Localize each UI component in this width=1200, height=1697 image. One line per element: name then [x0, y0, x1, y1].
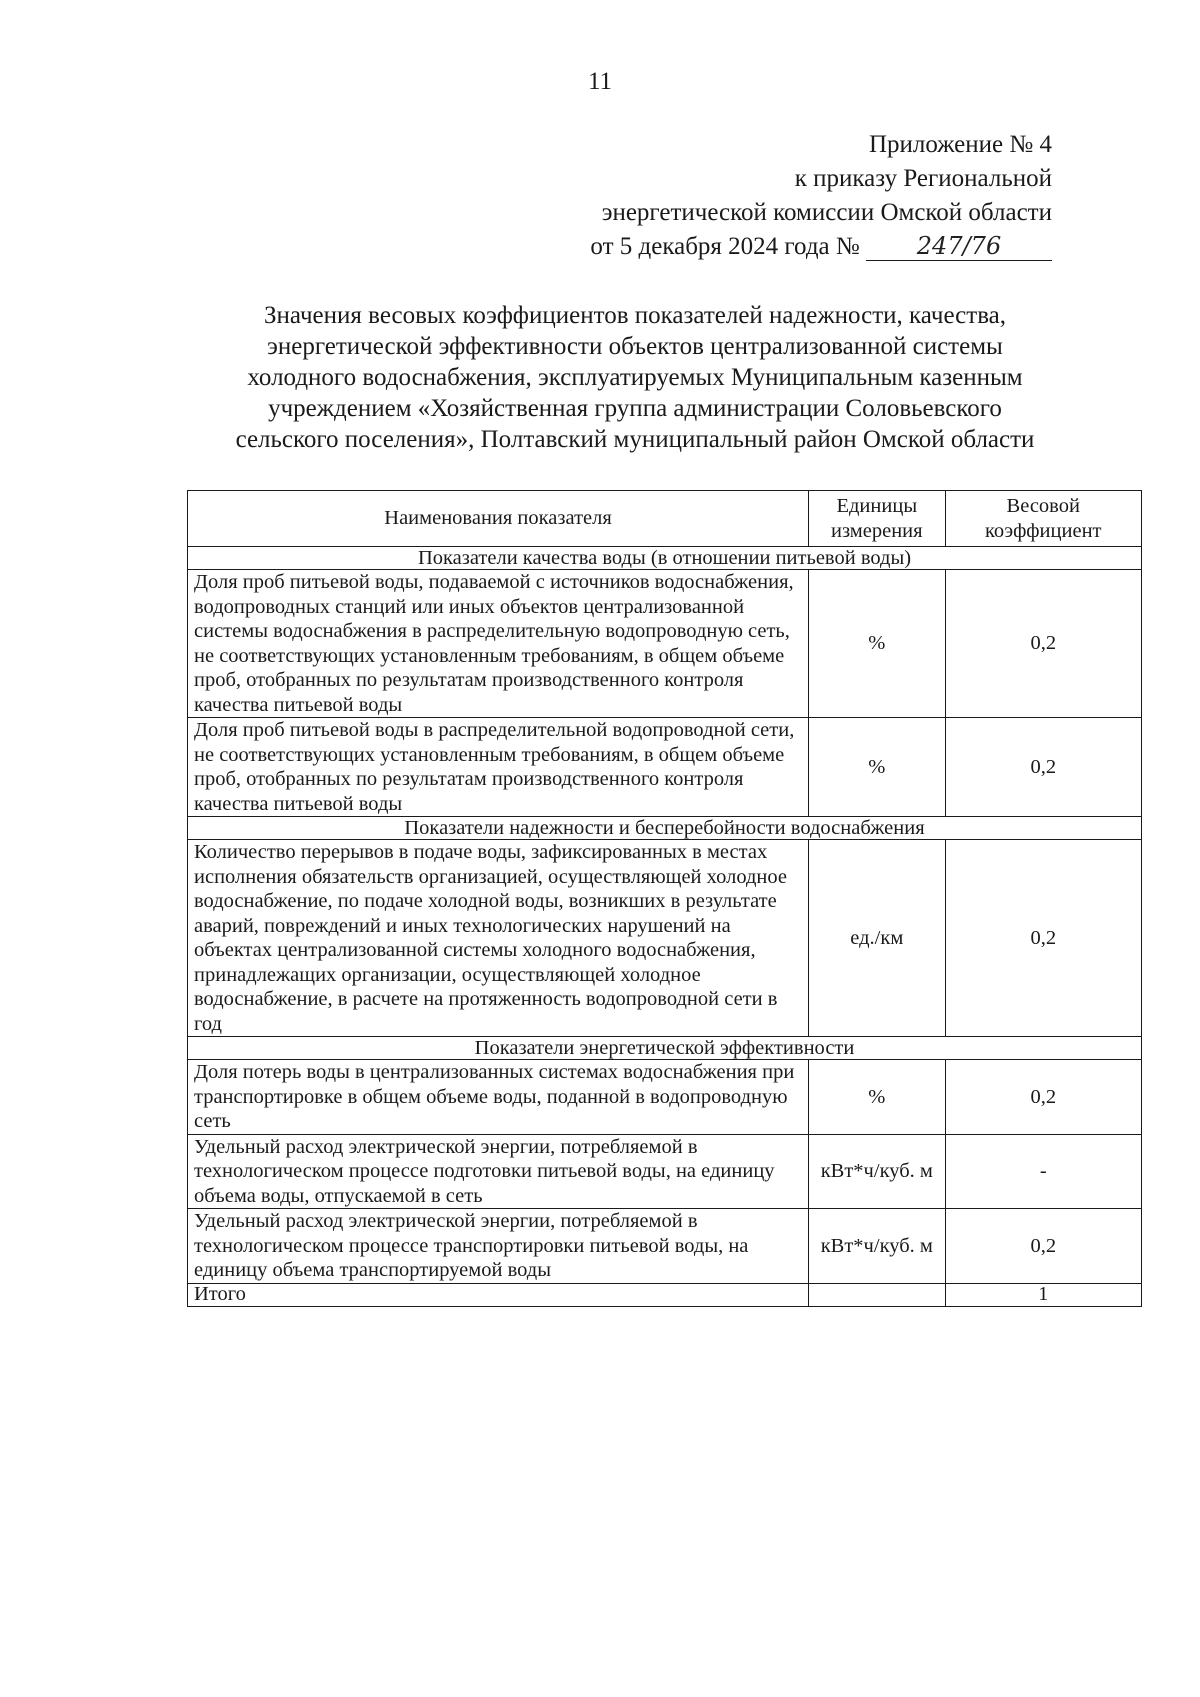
- appendix-title: Приложение № 4: [868, 131, 1052, 158]
- table-row: [188, 840, 1142, 1037]
- section-title: Показатели энергетической эффективности: [188, 1037, 1142, 1060]
- header-weight: Весовой коэффициент: [945, 491, 1141, 547]
- coefficients-table: [187, 490, 1142, 1307]
- indicator-name: Доля проб питьевой воды в распределительной водопроводной сети, не соответствующих установленным требованиям, в общем объеме проб, отобранных по результатам производственного контроля качества питьевой воды: [188, 718, 809, 817]
- appendix-commission: энергетической комиссии Омской области: [601, 199, 1052, 226]
- indicator-name: Доля потерь воды в централизованных системах водоснабжения при транспортировке в общем объеме воды, поданной в водопроводную сеть: [188, 1060, 809, 1135]
- title-line-4: учреждением «Хозяйственная группа администрации Соловьевского: [268, 395, 1002, 422]
- indicator-weight: 0,2: [945, 570, 1141, 718]
- indicator-weight: 0,2: [945, 718, 1141, 817]
- total-row: [188, 1283, 1142, 1306]
- appendix-block: [590, 128, 1052, 264]
- section-title: Показатели надежности и бесперебойности водоснабжения: [188, 817, 1142, 840]
- section-row-quality: [188, 547, 1142, 570]
- table-row: [188, 570, 1142, 718]
- indicator-unit: %: [809, 718, 945, 817]
- total-label: Итого: [188, 1283, 809, 1306]
- title-line-5: сельского поселения», Полтавский муниципальный район Омской области: [235, 426, 1035, 453]
- title-line-1: Значения весовых коэффициентов показателей надежности, качества,: [263, 302, 1007, 329]
- title-line-2: энергетической эффективности объектов централизованной системы: [267, 333, 1003, 360]
- table-row: [188, 1060, 1142, 1135]
- indicator-weight: -: [945, 1134, 1141, 1209]
- appendix-order-ref: к приказу Региональной: [794, 165, 1052, 192]
- table-row: [188, 1209, 1142, 1284]
- indicator-weight: 0,2: [945, 1060, 1141, 1135]
- total-unit: [809, 1283, 945, 1306]
- indicator-name: Доля проб питьевой воды, подаваемой с источников водоснабжения, водопроводных станций или иных объектов централизованной системы водоснабжения в распределительную водопроводную сеть, не соответствующих установленным требованиям, в общем объеме проб, отобранных по результатам производственного контроля качества питьевой воды: [188, 570, 809, 718]
- order-number-handwritten: 247/76: [866, 232, 1052, 261]
- appendix-date-line: [590, 230, 1052, 264]
- indicator-unit: кВт*ч/куб. м: [809, 1209, 945, 1284]
- indicator-name: Удельный расход электрической энергии, потребляемой в технологическом процессе транспортировки питьевой воды, на единицу объема транспортируемой воды: [188, 1209, 809, 1284]
- title-line-3: холодного водоснабжения, эксплуатируемых Муниципальным казенным: [247, 364, 1023, 391]
- table-header-row: [188, 491, 1142, 547]
- indicator-unit: %: [809, 1060, 945, 1135]
- document-title: [160, 300, 1110, 455]
- indicator-unit: кВт*ч/куб. м: [809, 1134, 945, 1209]
- appendix-date: от 5 декабря 2024 года №: [590, 233, 860, 260]
- indicator-weight: 0,2: [945, 840, 1141, 1037]
- table-row: [188, 1134, 1142, 1209]
- indicator-unit: ед./км: [809, 840, 945, 1037]
- indicator-weight: 0,2: [945, 1209, 1141, 1284]
- page-number: 11: [587, 68, 613, 95]
- indicator-name: Количество перерывов в подаче воды, зафиксированных в местах исполнения обязательств организацией, осуществляющей холодное водоснабжение, по подаче холодной воды, возникших в результате аварий, повреждений и иных технологических нарушений на объектах централизованной системы холодного водоснабжения, принадлежащих организации, осуществляющей холодное водоснабжение, в расчете на протяженность водопроводной сети в год: [188, 840, 809, 1037]
- total-weight: 1: [945, 1283, 1141, 1306]
- section-title: Показатели качества воды (в отношении питьевой воды): [188, 547, 1142, 570]
- table-row: [188, 718, 1142, 817]
- section-row-energy: [188, 1037, 1142, 1060]
- indicator-name: Удельный расход электрической энергии, потребляемой в технологическом процессе подготовки питьевой воды, на единицу объема воды, отпускаемой в сеть: [188, 1134, 809, 1209]
- header-unit: Единицы измерения: [809, 491, 945, 547]
- header-name: Наименования показателя: [188, 491, 809, 547]
- section-row-reliability: [188, 817, 1142, 840]
- indicator-unit: %: [809, 570, 945, 718]
